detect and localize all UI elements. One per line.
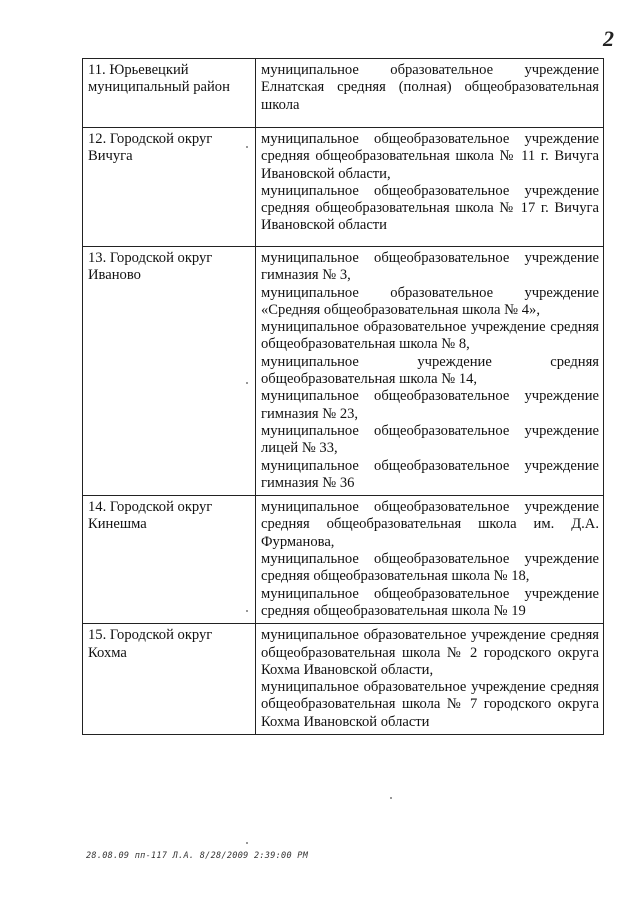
- schools-cell: [256, 624, 604, 735]
- schools-cell: [256, 247, 604, 496]
- school-entry: муниципальное общеобразовательное учреждение гимназия № 36: [261, 457, 599, 491]
- schools-table: [82, 58, 604, 735]
- scan-speck: [246, 842, 248, 844]
- print-footer: 28.08.09 пп-117 Л.А. 8/28/2009 2:39:00 PM: [86, 851, 309, 861]
- school-entry: муниципальное общеобразовательное учреждение средняя общеобразовательная школа № 17 г. Вичуга Ивановской области: [261, 182, 599, 234]
- school-entry: муниципальное общеобразовательное учреждение гимназия № 23,: [261, 388, 599, 422]
- schools-cell: [256, 128, 604, 247]
- school-entry: муниципальное общеобразовательное учреждение гимназия № 3,: [261, 250, 599, 284]
- table-row: [83, 128, 604, 247]
- school-entry: муниципальное общеобразовательное учреждение средняя общеобразовательная школа № 19: [261, 585, 599, 619]
- school-entry: муниципальное общеобразовательное учреждение средняя общеобразовательная школа № 11 г. Вичуга Ивановской области,: [261, 131, 599, 182]
- scan-speck: [246, 146, 248, 148]
- table-row: [83, 624, 604, 735]
- scan-speck: [390, 797, 392, 799]
- region-cell: 15. Городской округ Кохма: [83, 624, 256, 735]
- schools-cell: [256, 496, 604, 624]
- school-entry: муниципальное общеобразовательное учреждение средняя общеобразовательная школа им. Д.А. Фурманова,: [261, 499, 599, 550]
- school-entry: муниципальное образовательное учреждение средняя общеобразовательная школа № 7 городского округа Кохма Ивановской области: [261, 679, 599, 730]
- table-row: [83, 59, 604, 128]
- region-cell: 12. Городской округ Вичуга: [83, 128, 256, 247]
- school-entry: муниципальное образовательное учреждение средняя общеобразовательная школа № 2 городского округа Кохма Ивановской области,: [261, 627, 599, 678]
- schools-cell: [256, 59, 604, 128]
- region-cell: 13. Городской округ Иваново: [83, 247, 256, 496]
- page-number: 2: [603, 26, 614, 51]
- scan-speck: [246, 382, 248, 384]
- scan-speck: [246, 610, 248, 612]
- school-entry: муниципальное образовательное учреждение Елнатская средняя (полная) общеобразовательная школа: [261, 62, 599, 113]
- region-cell: 11. Юрьевецкий муниципальный район: [83, 59, 256, 128]
- table-row: [83, 496, 604, 624]
- table-row: [83, 247, 604, 496]
- school-entry: муниципальное общеобразовательное учреждение средняя общеобразовательная школа № 18,: [261, 551, 599, 585]
- region-cell: 14. Городской округ Кинешма: [83, 496, 256, 624]
- school-entry: муниципальное учреждение средняя общеобразовательная школа № 14,: [261, 353, 599, 388]
- school-entry: муниципальное образовательное учреждение средняя общеобразовательная школа № 8,: [261, 319, 599, 353]
- school-entry: муниципальное образовательное учреждение «Средняя общеобразовательная школа № 4»,: [261, 284, 599, 318]
- school-entry: муниципальное общеобразовательное учреждение лицей № 33,: [261, 422, 599, 457]
